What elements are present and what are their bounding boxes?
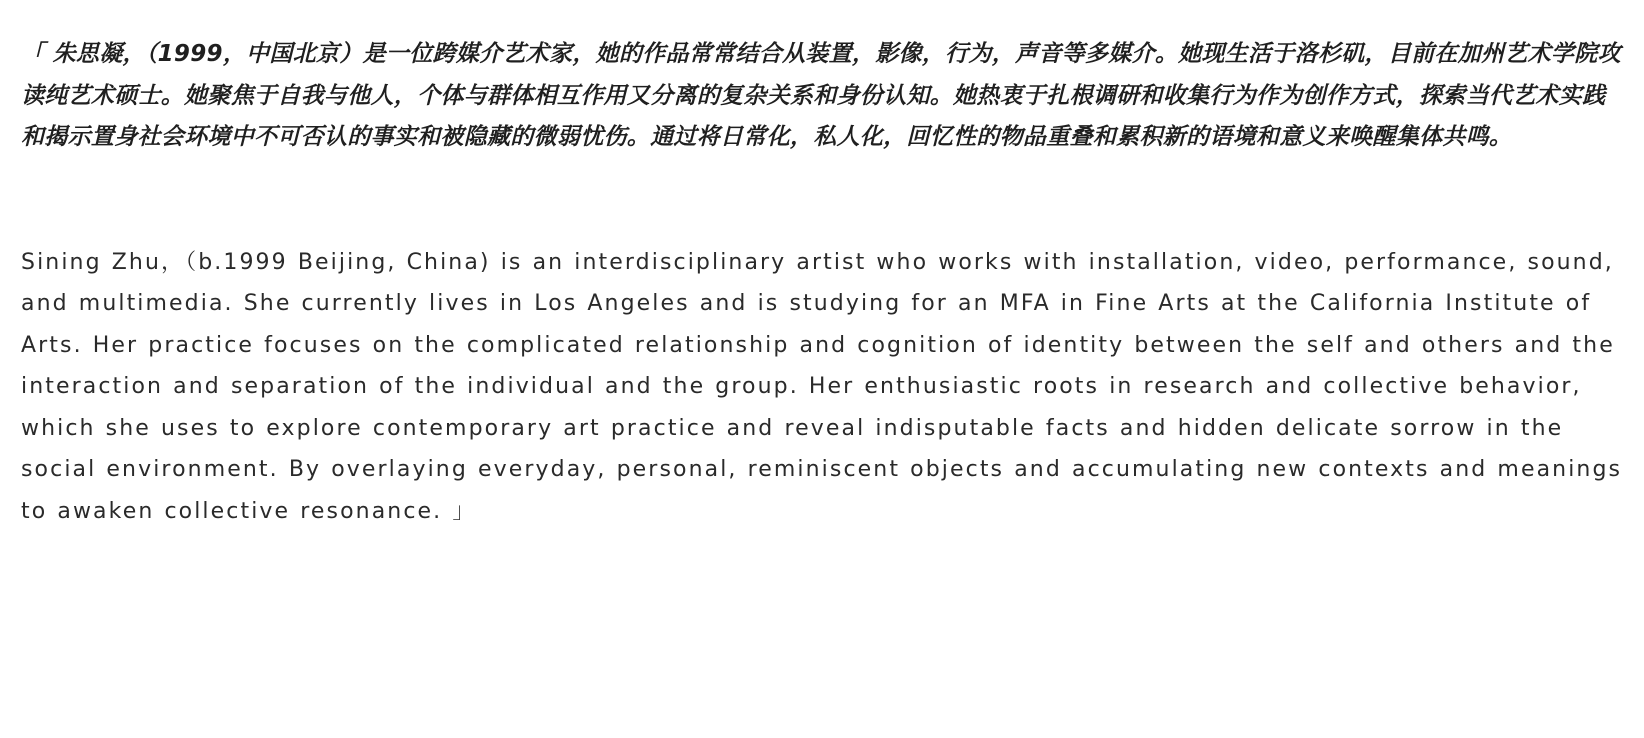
artist-bio: [21, 34, 1626, 532]
bio-chinese-paragraph: 「 朱思凝，（1999，中国北京）是一位跨媒介艺术家，她的作品常常结合从装置，影像，行为，声音等多媒介。她现生活于洛杉矶，目前在加州艺术学院攻读纯艺术硕士。她聚焦于自我与他人，个体与群体相互作用又分离的复杂关系和身份认知。她热衷于扎根调研和收集行为作为创作方式，探索当代艺术实践和揭示置身社会环境中不可否认的事实和被隐藏的微弱忧伤。通过将日常化，私人化，回忆性的物品重叠和累积新的语境和意义来唤醒集体共鸣。: [21, 41, 1621, 150]
bio-english-paragraph: Sining Zhu，（b.1999 Beijing, China) is an interdisciplinary artist who works with installation, video, performance, sound, and multimedia. She currently lives in Los Angeles and is studying for an MFA in Fine Arts at the California Institute of Arts. Her practice focuses on the complicated relationship and cognition of identity between the self and others and the interaction and separation of the individual and the group. Her enthusiastic roots in research and collective behavior, which she uses to explore contemporary art practice and reveal indisputable facts and hidden delicate sorrow in the social environment. By overlaying everyday, personal, reminiscent objects and accumulating new contexts and meanings to awaken collective resonance. 」: [21, 249, 1623, 524]
